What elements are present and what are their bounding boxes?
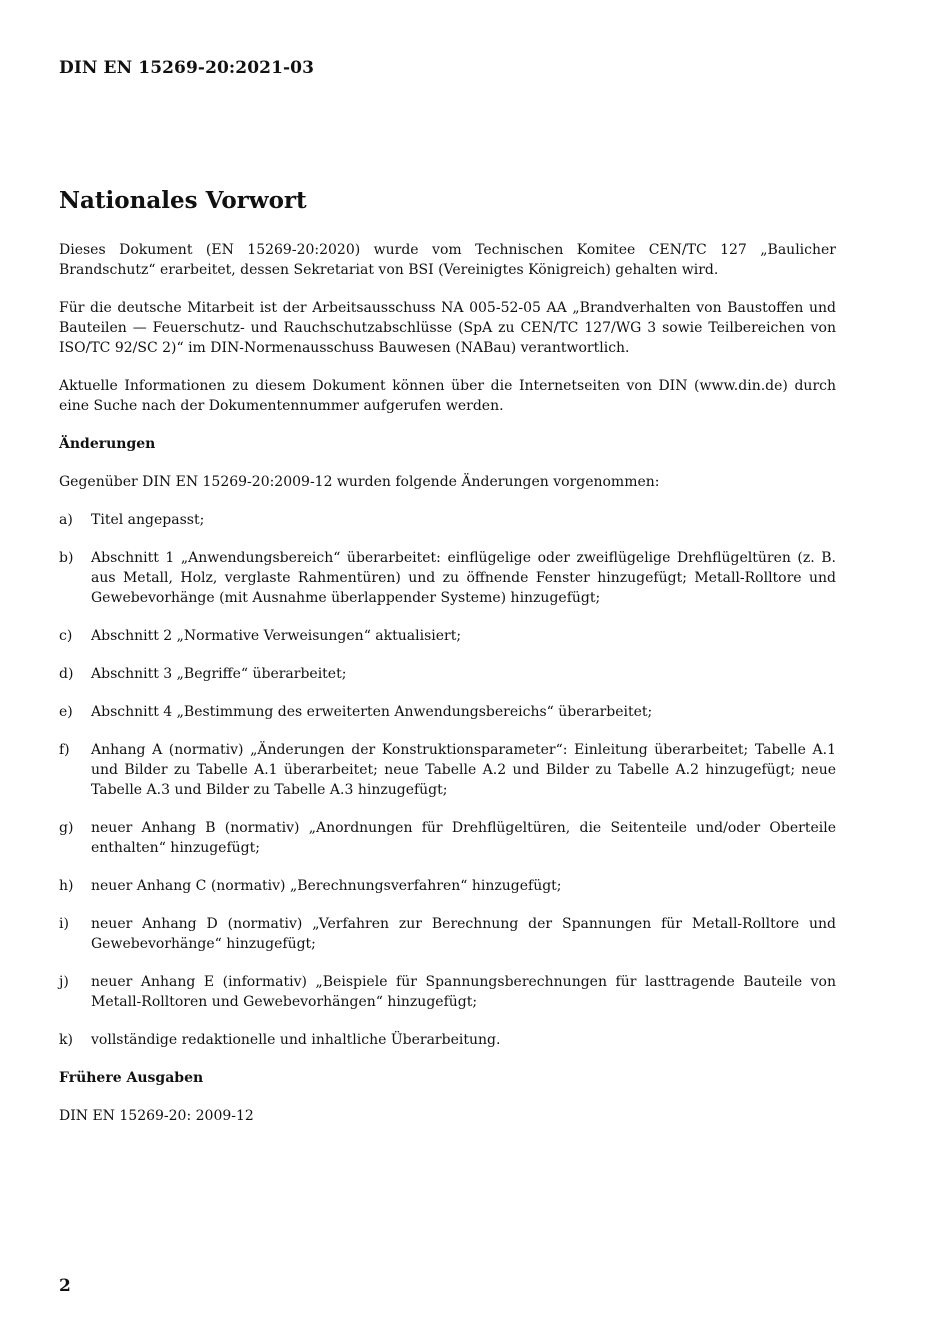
list-item-text: Abschnitt 2 „Normative Verweisungen“ aktualisiert; xyxy=(91,628,462,644)
list-marker: g) xyxy=(59,820,74,836)
list-marker: k) xyxy=(59,1032,73,1048)
list-item xyxy=(59,664,836,684)
list-marker: d) xyxy=(59,666,74,682)
list-item xyxy=(59,740,836,800)
page-number: 2 xyxy=(59,1276,71,1296)
list-item-text: Abschnitt 3 „Begriffe“ überarbeitet; xyxy=(91,666,347,682)
list-marker: a) xyxy=(59,512,73,528)
list-marker: b) xyxy=(59,550,74,566)
list-item xyxy=(59,548,836,608)
list-item xyxy=(59,510,836,530)
document-id-header: DIN EN 15269-20:2021-03 xyxy=(59,58,315,78)
list-marker: f) xyxy=(59,742,70,758)
list-item-text: Titel angepasst; xyxy=(91,512,205,528)
list-marker: e) xyxy=(59,704,73,720)
previous-editions-heading: Frühere Ausgaben xyxy=(59,1070,204,1086)
list-item xyxy=(59,818,836,858)
changes-intro: Gegenüber DIN EN 15269-20:2009-12 wurden folgende Änderungen vorgenommen: xyxy=(59,474,660,490)
list-item xyxy=(59,972,836,1012)
list-item-text: neuer Anhang E (informativ) „Beispiele für Spannungsberechnungen für lasttragende Bauteile von Metall-Rolltoren und Gewebevorhängen“ hinzugefügt; xyxy=(91,974,836,1010)
changes-heading: Änderungen xyxy=(59,436,156,452)
previous-editions-text: DIN EN 15269-20: 2009-12 xyxy=(59,1108,254,1124)
list-marker: j) xyxy=(59,974,69,990)
list-item xyxy=(59,702,836,722)
changes-list xyxy=(59,510,836,1050)
list-marker: h) xyxy=(59,878,74,894)
list-item xyxy=(59,1030,836,1050)
paragraph-intro: Dieses Dokument (EN 15269-20:2020) wurde vom Technischen Komitee CEN/TC 127 „Baulicher Brandschutz“ erarbeitet, dessen Sekretariat von BSI (Vereinigtes Königreich) gehalten wird. xyxy=(59,242,836,278)
list-item-text: neuer Anhang C (normativ) „Berechnungsverfahren“ hinzugefügt; xyxy=(91,878,562,894)
list-marker: c) xyxy=(59,628,73,644)
list-item-text: neuer Anhang D (normativ) „Verfahren zur Berechnung der Spannungen für Metall-Rolltore und Gewebevorhänge“ hinzugefügt; xyxy=(91,916,836,952)
main-content xyxy=(59,186,836,1144)
list-marker: i) xyxy=(59,916,69,932)
list-item-text: vollständige redaktionelle und inhaltliche Überarbeitung. xyxy=(91,1032,501,1048)
list-item-text: Abschnitt 4 „Bestimmung des erweiterten Anwendungsbereichs“ überarbeitet; xyxy=(91,704,653,720)
page-title: Nationales Vorwort xyxy=(59,187,307,214)
list-item xyxy=(59,626,836,646)
list-item-text: Abschnitt 1 „Anwendungsbereich“ überarbeitet: einflügelige oder zweiflügelige Drehflügeltüren (z. B. aus Metall, Holz, verglaste Rahmentüren) und zu öffnende Fenster hinzugefügt; Metall-Rolltore und Gewebevorhänge (mit Ausnahme überlappender Systeme) hinzugefügt; xyxy=(91,550,836,606)
list-item-text: neuer Anhang B (normativ) „Anordnungen für Drehflügeltüren, die Seitenteile und/oder Oberteile enthalten“ hinzugefügt; xyxy=(91,820,836,856)
paragraph-responsibility: Für die deutsche Mitarbeit ist der Arbeitsausschuss NA 005-52-05 AA „Brandverhalten von Baustoffen und Bauteilen — Feuerschutz- und Rauchschutzabschlüsse (SpA zu CEN/TC 127/WG 3 sowie Teilbereichen von ISO/TC 92/SC 2)“ im DIN-Normenausschuss Bauwesen (NABau) verantwortlich. xyxy=(59,300,836,356)
list-item xyxy=(59,914,836,954)
paragraph-information: Aktuelle Informationen zu diesem Dokument können über die Internetseiten von DIN (www.din.de) durch eine Suche nach der Dokumentennummer aufgerufen werden. xyxy=(59,378,836,414)
list-item-text: Anhang A (normativ) „Änderungen der Konstruktionsparameter“: Einleitung überarbeitet; Tabelle A.1 und Bilder zu Tabelle A.1 überarbeitet; neue Tabelle A.2 und Bilder zu Tabelle A.2 hinzugefügt; neue Tabelle A.3 und Bilder zu Tabelle A.3 hinzugefügt; xyxy=(91,742,836,798)
list-item xyxy=(59,876,836,896)
